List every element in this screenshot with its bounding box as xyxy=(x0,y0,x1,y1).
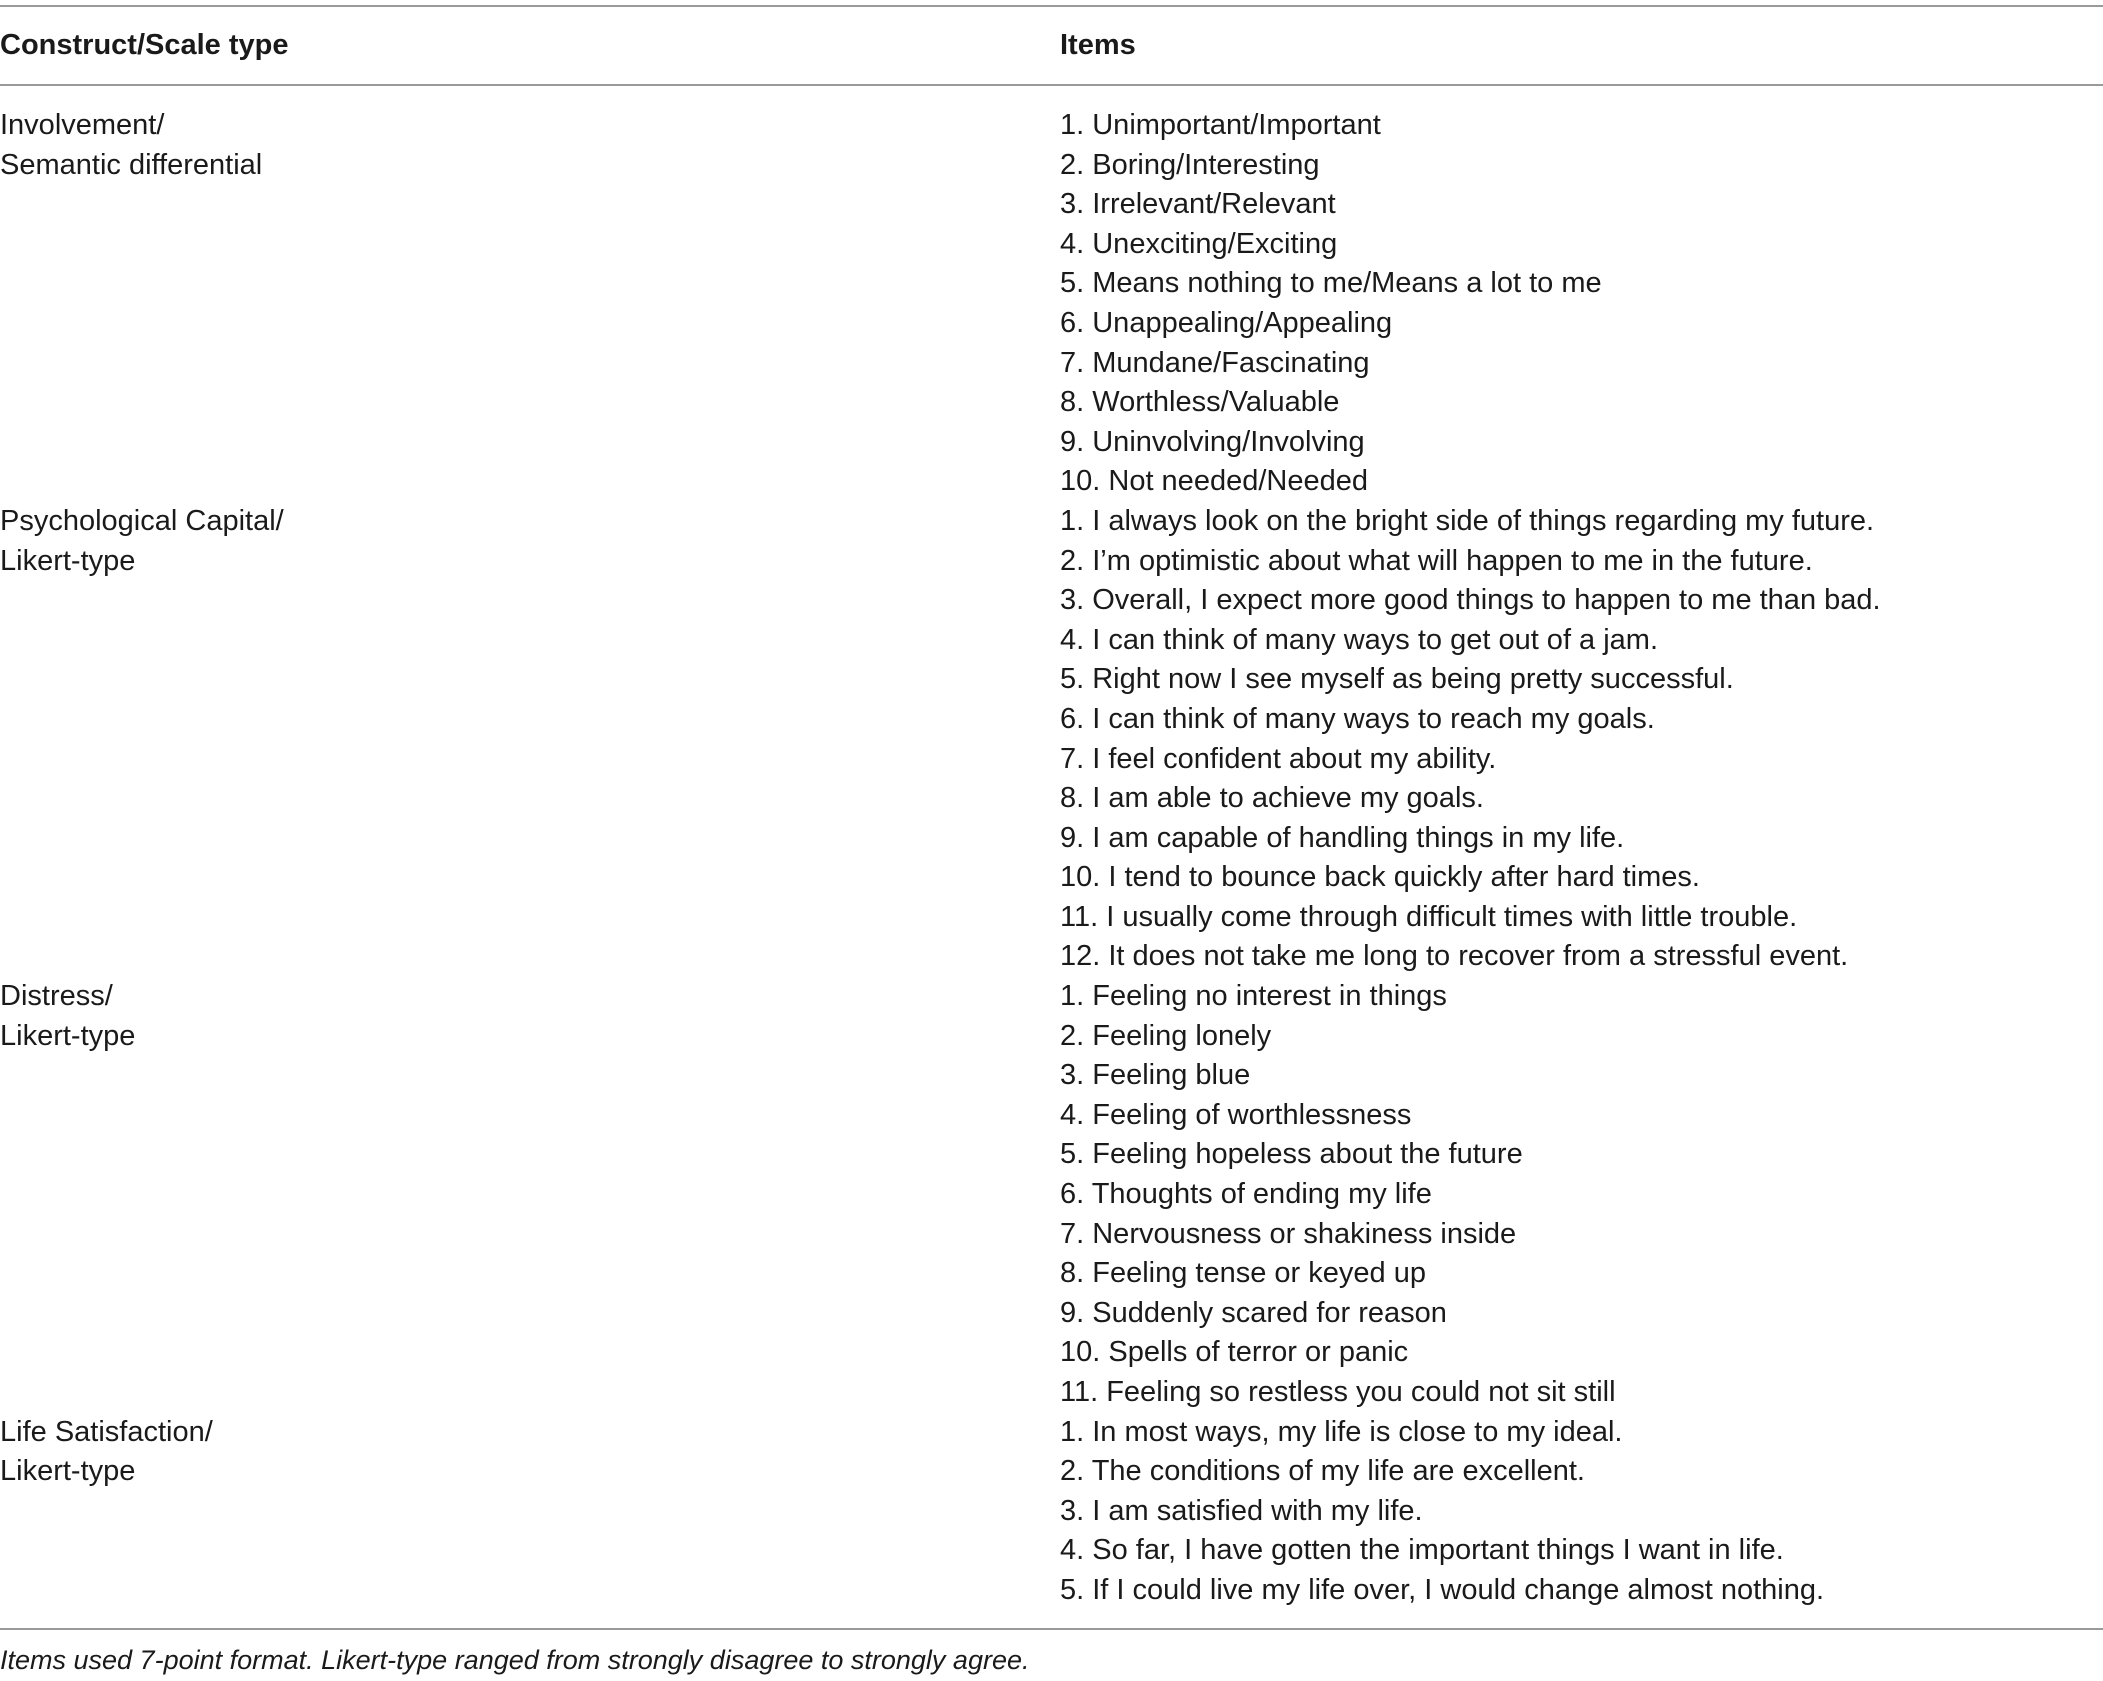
item-line: 11. Feeling so restless you could not sit still xyxy=(1060,1376,1616,1408)
table-row-group xyxy=(0,106,2103,502)
item-line: 1. Unimportant/Important xyxy=(1060,109,1381,141)
item-line: 7. Nervousness or shakiness inside xyxy=(1060,1217,1517,1250)
table-row-group xyxy=(0,977,2103,1413)
item-line: 4. So far, I have gotten the important things I want in life. xyxy=(1060,1534,1784,1567)
item-line: 5. If I could live my life over, I would change almost nothing. xyxy=(1060,1573,1825,1606)
item-line: 11. I usually come through difficult times with little trouble. xyxy=(1060,900,1798,933)
item-line: 8. Feeling tense or keyed up xyxy=(1060,1257,1426,1290)
items-cell xyxy=(1060,106,2103,502)
items-cell xyxy=(1060,977,2103,1413)
item-line: 12. It does not take me long to recover from a stressful event. xyxy=(1060,940,1849,973)
item-line: 2. The conditions of my life are excellent. xyxy=(1060,1455,1585,1488)
item-line: 5. Right now I see myself as being pretty successful. xyxy=(1060,663,1734,696)
construct-label-line: Distress/ xyxy=(0,980,113,1013)
item-line: 5. Means nothing to me/Means a lot to me xyxy=(1060,267,1602,300)
table-body xyxy=(0,106,2103,1611)
table-bottom-rule xyxy=(0,1628,2103,1630)
table-top-rule xyxy=(0,5,2103,7)
item-line: 3. Irrelevant/Relevant xyxy=(1060,188,1336,221)
item-line: 6. I can think of many ways to reach my goals. xyxy=(1060,702,1655,735)
table-row-group xyxy=(0,1413,2103,1611)
item-line: 9. Uninvolving/Involving xyxy=(1060,425,1365,458)
item-line: 1. I always look on the bright side of things regarding my future. xyxy=(1060,504,1875,537)
item-line: 2. I’m optimistic about what will happen to me in the future. xyxy=(1060,544,1813,577)
item-line: 10. Not needed/Needed xyxy=(1060,465,1368,498)
item-line: 10. I tend to bounce back quickly after hard times. xyxy=(1060,861,1700,894)
item-line: 8. Worthless/Valuable xyxy=(1060,386,1340,419)
construct-label-line: Involvement/ xyxy=(0,109,165,141)
table-footnote: Items used 7-point format. Likert-type ranged from strongly disagree to strongly agree. xyxy=(0,1645,1030,1675)
item-line: 1. In most ways, my life is close to my ideal. xyxy=(1060,1415,1623,1448)
construct-label-line: Likert-type xyxy=(0,1455,136,1488)
construct-cell xyxy=(0,1413,1000,1492)
items-cell xyxy=(1060,1413,2103,1611)
construct-cell xyxy=(0,977,1000,1056)
item-line: 2. Feeling lonely xyxy=(1060,1019,1272,1052)
item-line: 1. Feeling no interest in things xyxy=(1060,980,1447,1013)
item-line: 3. Overall, I expect more good things to happen to me than bad. xyxy=(1060,584,1881,617)
item-line: 3. I am satisfied with my life. xyxy=(1060,1494,1423,1527)
item-line: 5. Feeling hopeless about the future xyxy=(1060,1138,1523,1171)
construct-cell xyxy=(0,502,1000,581)
item-line: 3. Feeling blue xyxy=(1060,1059,1251,1092)
item-line: 4. Unexciting/Exciting xyxy=(1060,227,1338,260)
construct-cell xyxy=(0,106,1000,185)
item-line: 9. I am capable of handling things in my life. xyxy=(1060,821,1625,854)
item-line: 9. Suddenly scared for reason xyxy=(1060,1296,1447,1329)
construct-label-line: Likert-type xyxy=(0,1019,136,1052)
item-line: 7. I feel confident about my ability. xyxy=(1060,742,1497,775)
table-row-group xyxy=(0,502,2103,977)
item-line: 4. Feeling of worthlessness xyxy=(1060,1098,1412,1131)
construct-label-line: Life Satisfaction/ xyxy=(0,1415,213,1448)
item-line: 6. Unappealing/Appealing xyxy=(1060,306,1393,339)
construct-label-line: Semantic differential xyxy=(0,148,263,181)
item-line: 8. I am able to achieve my goals. xyxy=(1060,782,1484,815)
column-header-items: Items xyxy=(1060,29,1136,61)
construct-label-line: Psychological Capital/ xyxy=(0,504,284,537)
header-rule xyxy=(0,84,2103,86)
item-line: 6. Thoughts of ending my life xyxy=(1060,1178,1432,1211)
column-header-construct: Construct/Scale type xyxy=(0,29,289,61)
item-line: 7. Mundane/Fascinating xyxy=(1060,346,1370,379)
construct-label-line: Likert-type xyxy=(0,544,136,577)
item-line: 10. Spells of terror or panic xyxy=(1060,1336,1409,1369)
items-cell xyxy=(1060,502,2103,977)
item-line: 4. I can think of many ways to get out of a jam. xyxy=(1060,623,1659,656)
item-line: 2. Boring/Interesting xyxy=(1060,148,1320,181)
